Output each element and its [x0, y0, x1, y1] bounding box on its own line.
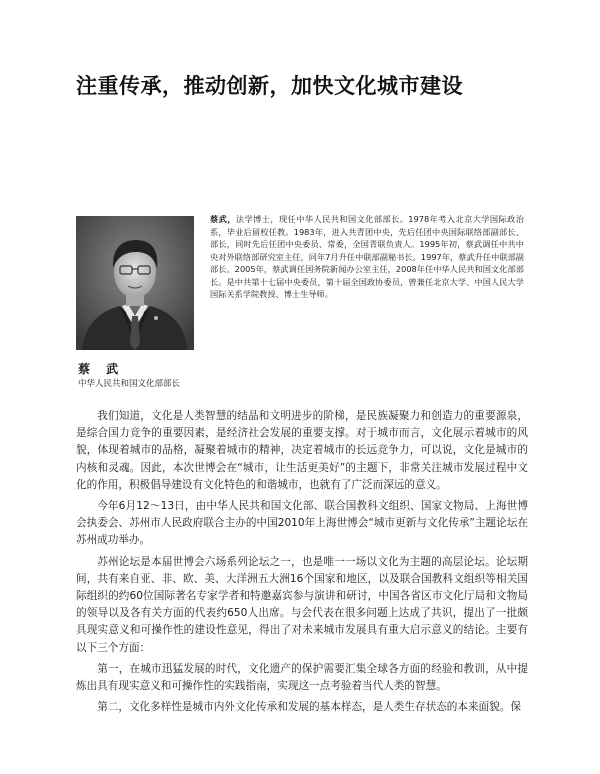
author-bio: [210, 213, 524, 301]
body-paragraph: 苏州论坛是本届世博会六场系列论坛之一，也是唯一一场以文化为主题的高层论坛。论坛期间，共有来自亚、非、欧、美、大洋洲五大洲16个国家和地区，以及联合国教科文组织等相关国际组织的约60位国际著名专家学者和特邀嘉宾参与演讲和研讨，中国各省区市文化厅局和文物局的领导以及各有关方面的代表约650人出席。与会代表在很多问题上达成了共识，提出了一批颇具现实意义和可操作性的建设性意见，得出了对未来城市发展具有重大启示意义的结论。主要有以下三个方面：: [76, 555, 528, 654]
body-paragraph: 我们知道，文化是人类智慧的结晶和文明进步的阶梯，是民族凝聚力和创造力的重要源泉，是综合国力竞争的重要因素，是经济社会发展的重要支撑。对于城市而言，文化展示着城市的风貌，体现着城市的品格，凝聚着城市的精神，决定着城市的长远竞争力，可以说，文化是城市的内核和灵魂。因此，本次世博会在“城市，让生活更美好”的主题下，非常关注城市发展过程中文化的作用，积极倡导建设有文化特色的和谐城市，也就有了广泛而深远的意义。: [76, 410, 528, 491]
body-paragraph: 第二，文化多样性是城市内外文化传承和发展的基本样态，是人类生存状态的本来面貌。保: [97, 701, 521, 714]
author-photo: [76, 216, 194, 350]
bio-text: 法学博士，现任中华人民共和国文化部部长。1978年考入北京大学国际政治系，毕业后留校任教。1983年，进入共青团中央，先后任团中央国际联络部副部长、部长，同时先后任团中央委员、常委，全国青联负责人。1995年初，蔡武调任中共中央对外联络部研究室主任，同年7月升任中联部副秘书长。1997年，蔡武升任中联部副部长。2005年，蔡武调任国务院新闻办公室主任，2008年任中华人民共和国文化部部长。是中共第十七届中央委员，第十届全国政协委员，曾兼任北京大学、中国人民大学国际关系学院教授、博士生导师。: [210, 214, 524, 299]
portrait-image: [76, 216, 194, 350]
body-paragraph: 第一，在城市迅猛发展的时代，文化遗产的保护需要汇集全球各方面的经验和教训，从中提炼出具有现实意义和可操作性的实践指南，实现这一点考验着当代人类的智慧。: [76, 662, 528, 693]
bio-lead: 蔡武，: [210, 214, 236, 224]
author-name: 蔡 武: [78, 362, 125, 376]
article-title: 注重传承，推动创新，加快文化城市建设: [76, 74, 463, 98]
body-paragraph: 今年6月12～13日，由中华人民共和国文化部、联合国教科文组织、国家文物局、上海世博会执委会、苏州市人民政府联合主办的中国2010年上海世博会“城市更新与文化传承”主题论坛在苏州成功举办。: [76, 500, 528, 547]
article-body: [76, 408, 528, 720]
author-position: 中华人民共和国文化部部长: [78, 379, 181, 389]
